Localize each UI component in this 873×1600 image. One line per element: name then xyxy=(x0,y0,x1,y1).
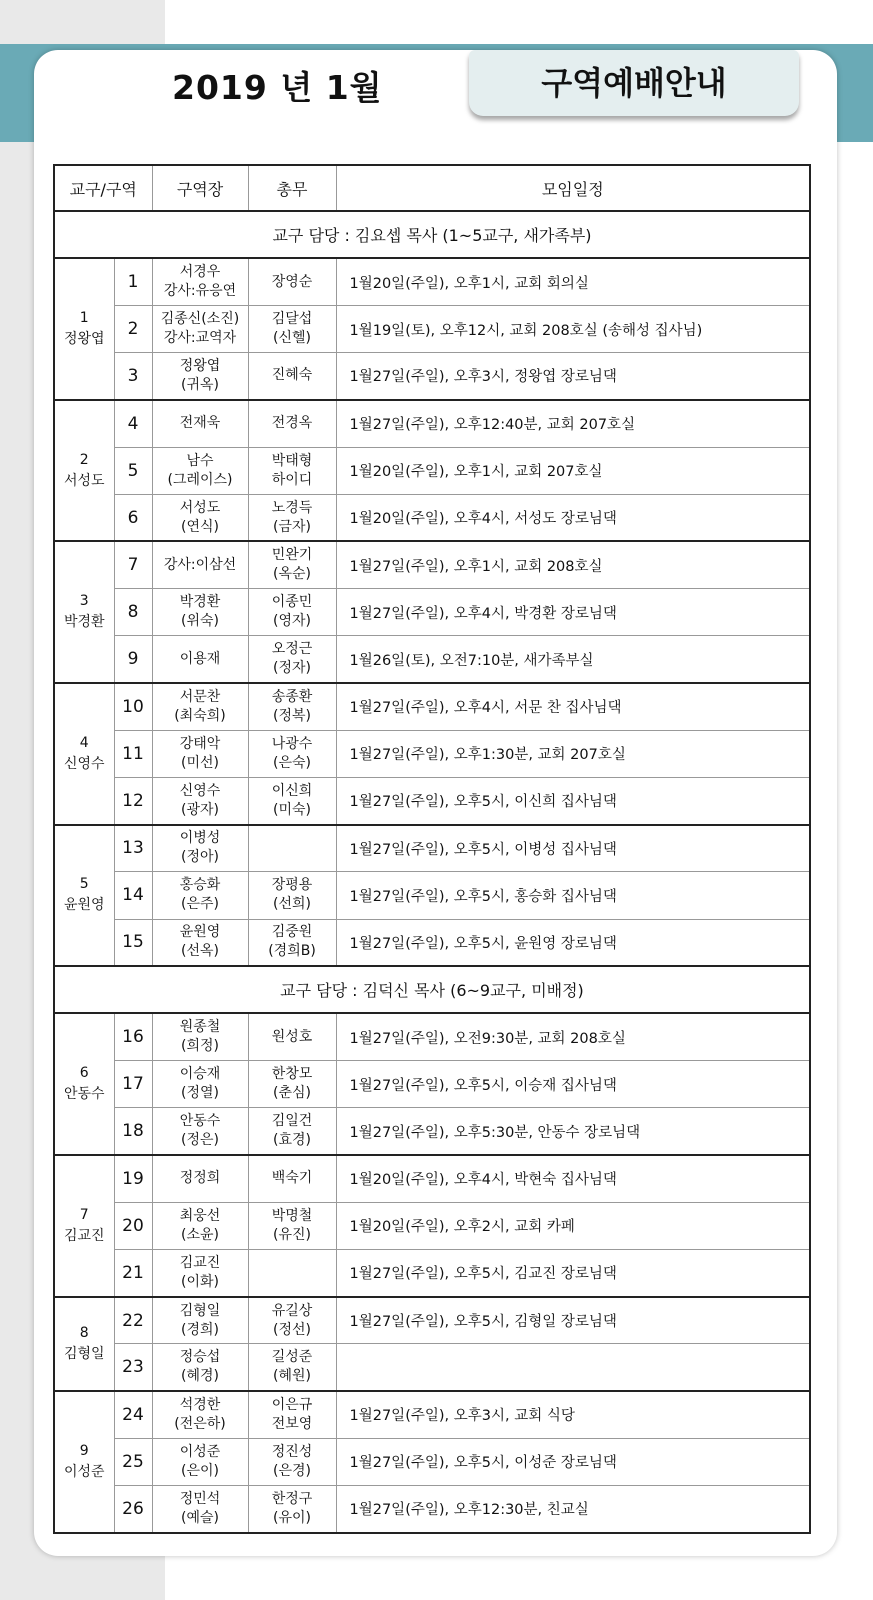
cell-line: (희정) xyxy=(181,1038,219,1055)
group-secretary xyxy=(248,1344,336,1391)
group-number: 12 xyxy=(114,777,152,824)
cell-line: (미숙) xyxy=(273,801,311,818)
cell-line: 윤원영 xyxy=(179,924,221,941)
cell-line: 한정구 xyxy=(271,1490,313,1507)
schedule-table xyxy=(53,164,811,1534)
cell-line: 서문찬 xyxy=(179,688,221,705)
group-leader xyxy=(152,447,248,494)
cell-line: 홍승화 xyxy=(179,877,221,894)
group-number: 22 xyxy=(114,1297,152,1344)
table-row xyxy=(54,683,810,730)
group-secretary xyxy=(248,400,336,447)
group-number: 18 xyxy=(114,1108,152,1155)
meeting-schedule: 1월20일(주일), 오후4시, 서성도 장로님댁 xyxy=(336,494,810,541)
group-secretary xyxy=(248,1391,336,1438)
cell-line: 김중원 xyxy=(271,924,313,941)
cell-line: (선희) xyxy=(273,896,311,913)
group-secretary xyxy=(248,353,336,400)
cell-line: 정왕엽 xyxy=(179,357,221,374)
meeting-schedule xyxy=(336,1344,810,1391)
group-leader xyxy=(152,1297,248,1344)
group-number: 11 xyxy=(114,730,152,777)
group-leader xyxy=(152,777,248,824)
group-secretary xyxy=(248,1202,336,1249)
meeting-schedule: 1월27일(주일), 오후5시, 이성준 장로님댁 xyxy=(336,1438,810,1485)
meeting-schedule: 1월27일(주일), 오후4시, 서문 찬 집사님댁 xyxy=(336,683,810,730)
group-leader xyxy=(152,305,248,352)
cell-line: 이신희 xyxy=(271,782,313,799)
group-number: 19 xyxy=(114,1155,152,1202)
group-number: 25 xyxy=(114,1438,152,1485)
meeting-schedule: 1월27일(주일), 오후4시, 박경환 장로님댁 xyxy=(336,589,810,636)
table-row xyxy=(54,305,810,352)
group-secretary xyxy=(248,919,336,966)
cell-line: 박태형 xyxy=(271,452,313,469)
cell-line: (옥순) xyxy=(273,566,311,583)
cell-line: 노경득 xyxy=(271,499,313,516)
table-row xyxy=(54,1391,810,1438)
cell-line: 김달섭 xyxy=(271,311,313,327)
cell-line: 전경옥 xyxy=(271,415,313,432)
cell-line: (선옥) xyxy=(181,943,219,960)
group-number: 9 xyxy=(114,636,152,683)
group-number: 26 xyxy=(114,1485,152,1533)
meeting-schedule: 1월19일(토), 오후12시, 교회 208호실 (송해성 집사님) xyxy=(336,305,810,352)
cell-line: 송종환 xyxy=(271,688,313,705)
group-number: 24 xyxy=(114,1391,152,1438)
group-number: 21 xyxy=(114,1249,152,1296)
group-secretary xyxy=(248,494,336,541)
meeting-schedule: 1월20일(주일), 오후2시, 교회 카페 xyxy=(336,1202,810,1249)
cell-line: (금자) xyxy=(273,518,311,535)
cell-line: (전은하) xyxy=(174,1415,226,1432)
cell-line: (혜원) xyxy=(273,1368,311,1385)
district-cell xyxy=(54,541,114,683)
meeting-schedule: 1월27일(주일), 오전9:30분, 교회 208호실 xyxy=(336,1013,810,1060)
group-secretary xyxy=(248,636,336,683)
cell-line: 강사:교역자 xyxy=(163,330,237,346)
cell-line: 이은규 xyxy=(271,1396,313,1413)
table-header-row xyxy=(54,165,810,211)
group-number: 15 xyxy=(114,919,152,966)
meeting-schedule: 1월27일(주일), 오후12:40분, 교회 207호실 xyxy=(336,400,810,447)
cell-line: (춘심) xyxy=(273,1085,311,1102)
table-row xyxy=(54,636,810,683)
cell-line: (광자) xyxy=(181,801,219,818)
group-leader xyxy=(152,872,248,919)
cell-line: 백숙기 xyxy=(271,1170,313,1187)
cell-line: (최숙희) xyxy=(174,707,226,724)
group-leader xyxy=(152,541,248,588)
cell-line: 민완기 xyxy=(271,547,313,564)
group-number: 7 xyxy=(114,541,152,588)
meeting-schedule: 1월20일(주일), 오후4시, 박현숙 집사님댁 xyxy=(336,1155,810,1202)
district-number: 9 xyxy=(79,1443,89,1460)
group-secretary xyxy=(248,1061,336,1108)
cell-line: (유이) xyxy=(273,1509,311,1526)
meeting-schedule: 1월27일(주일), 오후5시, 김형일 장로님댁 xyxy=(336,1297,810,1344)
district-cell xyxy=(54,825,114,967)
cell-line: (영자) xyxy=(273,613,311,630)
cell-line: 진혜숙 xyxy=(271,367,313,384)
group-secretary xyxy=(248,1438,336,1485)
district-name: 박경환 xyxy=(63,614,105,631)
group-secretary xyxy=(248,777,336,824)
table-row xyxy=(54,589,810,636)
cell-line: (혜경) xyxy=(181,1368,219,1385)
meeting-schedule: 1월27일(주일), 오후5시, 이승재 집사님댁 xyxy=(336,1061,810,1108)
cell-line: 유길상 xyxy=(271,1302,313,1319)
district-cell xyxy=(54,400,114,542)
cell-line: (소윤) xyxy=(181,1226,219,1243)
group-leader xyxy=(152,589,248,636)
meeting-schedule: 1월26일(토), 오전7:10분, 새가족부실 xyxy=(336,636,810,683)
group-leader xyxy=(152,1391,248,1438)
district-name: 김교진 xyxy=(63,1227,105,1244)
table-row xyxy=(54,1061,810,1108)
group-leader xyxy=(152,400,248,447)
group-leader xyxy=(152,1155,248,1202)
month-title: 2019 년 1월 xyxy=(172,68,383,107)
group-secretary xyxy=(248,541,336,588)
table-row xyxy=(54,1249,810,1296)
cell-line: (정선) xyxy=(273,1321,311,1338)
district-number: 6 xyxy=(79,1065,89,1082)
cell-line: 나광수 xyxy=(271,735,313,752)
group-secretary xyxy=(248,258,336,305)
cell-line: 전보영 xyxy=(271,1415,313,1432)
group-secretary xyxy=(248,872,336,919)
cell-line: 서경우 xyxy=(179,264,221,281)
group-leader xyxy=(152,1061,248,1108)
table-row xyxy=(54,541,810,588)
meeting-schedule: 1월27일(주일), 오후5시, 이병성 집사님댁 xyxy=(336,825,810,872)
cell-line: (정은) xyxy=(181,1132,219,1149)
meeting-schedule: 1월27일(주일), 오후5시, 이신희 집사님댁 xyxy=(336,777,810,824)
cell-line: 이용재 xyxy=(179,650,221,667)
group-number: 17 xyxy=(114,1061,152,1108)
cell-line: 강사:이삼선 xyxy=(163,556,237,573)
group-secretary xyxy=(248,589,336,636)
cell-line: (위숙) xyxy=(181,613,219,630)
cell-line: 원성호 xyxy=(271,1028,313,1045)
cell-line: 이승재 xyxy=(179,1066,221,1083)
table-row xyxy=(54,872,810,919)
cell-line: (유진) xyxy=(273,1226,311,1243)
cell-line: 장영순 xyxy=(271,273,313,290)
group-secretary xyxy=(248,1013,336,1060)
district-cell xyxy=(54,1155,114,1297)
cell-line: (연식) xyxy=(181,518,219,535)
cell-line: (은숙) xyxy=(273,754,311,771)
table-row xyxy=(54,1344,810,1391)
table-row xyxy=(54,353,810,400)
group-number: 16 xyxy=(114,1013,152,1060)
district-cell xyxy=(54,1013,114,1155)
district-name: 신영수 xyxy=(63,755,105,772)
cell-line: 김일건 xyxy=(271,1113,313,1130)
cell-line: (경희) xyxy=(181,1321,219,1338)
meeting-schedule: 1월27일(주일), 오후5:30분, 안동수 장로님댁 xyxy=(336,1108,810,1155)
group-number: 20 xyxy=(114,1202,152,1249)
cell-line: 강사:유응연 xyxy=(163,283,237,300)
cell-line: (정복) xyxy=(273,707,311,724)
group-leader xyxy=(152,1013,248,1060)
cell-line: 정정희 xyxy=(179,1170,221,1187)
cell-line: (정열) xyxy=(181,1085,219,1102)
district-name: 윤원영 xyxy=(63,897,105,914)
cell-line: (신헬) xyxy=(273,330,311,346)
district-number: 5 xyxy=(79,876,89,893)
district-number: 8 xyxy=(79,1324,89,1341)
table-row xyxy=(54,730,810,777)
group-secretary xyxy=(248,1485,336,1533)
column-header: 모임일정 xyxy=(336,165,810,211)
district-number: 1 xyxy=(79,310,89,326)
cell-line: 안동수 xyxy=(179,1113,221,1130)
group-leader xyxy=(152,1485,248,1533)
table-row xyxy=(54,1155,810,1202)
cell-line: 오정근 xyxy=(271,641,313,658)
district-cell xyxy=(54,683,114,825)
cell-line: 이성준 xyxy=(179,1443,221,1460)
group-leader xyxy=(152,494,248,541)
group-number: 3 xyxy=(114,353,152,400)
meeting-schedule: 1월27일(주일), 오후5시, 김교진 장로님댁 xyxy=(336,1249,810,1296)
meeting-schedule: 1월27일(주일), 오후1시, 교회 208호실 xyxy=(336,541,810,588)
district-number: 3 xyxy=(79,593,89,610)
meeting-schedule: 1월27일(주일), 오후5시, 윤원영 장로님댁 xyxy=(336,919,810,966)
cell-line: 장평용 xyxy=(271,877,313,894)
page-title-tab: 구역예배안내 xyxy=(469,50,799,116)
cell-line: (경희B) xyxy=(268,943,316,960)
pastor-row xyxy=(54,966,810,1013)
group-leader xyxy=(152,919,248,966)
cell-line: (은주) xyxy=(181,896,219,913)
pastor-row xyxy=(54,211,810,258)
group-secretary xyxy=(248,1297,336,1344)
group-leader xyxy=(152,730,248,777)
group-secretary xyxy=(248,447,336,494)
column-header: 교구/구역 xyxy=(54,165,152,211)
cell-line: (귀옥) xyxy=(181,376,219,393)
district-name: 이성준 xyxy=(63,1464,105,1481)
group-number: 10 xyxy=(114,683,152,730)
cell-line: 전재욱 xyxy=(179,415,221,432)
group-number: 6 xyxy=(114,494,152,541)
group-secretary xyxy=(248,1108,336,1155)
cell-line: (정자) xyxy=(273,660,311,677)
table-row xyxy=(54,777,810,824)
table-row xyxy=(54,1485,810,1533)
cell-line: (이화) xyxy=(181,1273,219,1290)
cell-line: 정승섭 xyxy=(179,1349,221,1366)
district-number: 7 xyxy=(79,1206,89,1223)
cell-line: 이병성 xyxy=(179,830,221,847)
group-number: 5 xyxy=(114,447,152,494)
table-row xyxy=(54,258,810,305)
table-row xyxy=(54,1297,810,1344)
cell-line: (예슬) xyxy=(181,1509,219,1526)
cell-line: 원종철 xyxy=(179,1019,221,1036)
cell-line: 남수 xyxy=(186,452,214,469)
group-leader xyxy=(152,258,248,305)
cell-line: 하이디 xyxy=(271,471,313,488)
group-leader xyxy=(152,825,248,872)
table-row xyxy=(54,919,810,966)
meeting-schedule: 1월27일(주일), 오후3시, 교회 식당 xyxy=(336,1391,810,1438)
group-leader xyxy=(152,1249,248,1296)
cell-line: (효경) xyxy=(273,1132,311,1149)
group-leader xyxy=(152,636,248,683)
group-leader xyxy=(152,353,248,400)
table-row xyxy=(54,494,810,541)
group-leader xyxy=(152,1438,248,1485)
meeting-schedule: 1월20일(주일), 오후1시, 교회 207호실 xyxy=(336,447,810,494)
district-cell xyxy=(54,1391,114,1533)
table-row xyxy=(54,1013,810,1060)
district-number: 2 xyxy=(79,451,89,468)
cell-line: 김교진 xyxy=(179,1254,221,1271)
cell-line: 서성도 xyxy=(179,499,221,516)
cell-line: 강태악 xyxy=(179,735,221,752)
meeting-schedule: 1월27일(주일), 오후5시, 홍승화 집사님댁 xyxy=(336,872,810,919)
group-leader xyxy=(152,1108,248,1155)
cell-line: 박명철 xyxy=(271,1207,313,1224)
cell-line: 길성준 xyxy=(271,1349,313,1366)
cell-line: (정아) xyxy=(181,849,219,866)
group-number: 8 xyxy=(114,589,152,636)
district-name: 서성도 xyxy=(63,472,105,489)
district-cell xyxy=(54,1297,114,1391)
cell-line: 한창모 xyxy=(271,1066,313,1083)
cell-line: 신영수 xyxy=(179,782,221,799)
group-leader xyxy=(152,1344,248,1391)
group-number: 4 xyxy=(114,400,152,447)
table-row xyxy=(54,1202,810,1249)
group-secretary xyxy=(248,730,336,777)
column-header: 구역장 xyxy=(152,165,248,211)
cell-line: 정민석 xyxy=(179,1490,221,1507)
district-name: 김형일 xyxy=(63,1345,105,1362)
table-row xyxy=(54,400,810,447)
pastor-banner: 교구 담당 : 김요셉 목사 (1~5교구, 새가족부) xyxy=(54,211,810,258)
group-number: 1 xyxy=(114,258,152,305)
cell-line: 김종신(소진) xyxy=(160,311,240,327)
table-row xyxy=(54,1108,810,1155)
district-number: 4 xyxy=(79,734,89,751)
table-row xyxy=(54,1438,810,1485)
pastor-banner: 교구 담당 : 김덕신 목사 (6~9교구, 미배정) xyxy=(54,966,810,1013)
group-number: 14 xyxy=(114,872,152,919)
group-number: 23 xyxy=(114,1344,152,1391)
meeting-schedule: 1월27일(주일), 오후3시, 정왕엽 장로님댁 xyxy=(336,353,810,400)
group-leader xyxy=(152,683,248,730)
cell-line: 박경환 xyxy=(179,594,221,611)
cell-line: 최웅선 xyxy=(179,1207,221,1224)
group-secretary xyxy=(248,825,336,872)
meeting-schedule: 1월27일(주일), 오후1:30분, 교회 207호실 xyxy=(336,730,810,777)
group-secretary xyxy=(248,1249,336,1296)
group-secretary xyxy=(248,305,336,352)
cell-line: (은경) xyxy=(273,1462,311,1479)
group-leader xyxy=(152,1202,248,1249)
cell-line: (그레이스) xyxy=(167,471,233,488)
cell-line: (은이) xyxy=(181,1462,219,1479)
cell-line: 석경한 xyxy=(179,1396,221,1413)
meeting-schedule: 1월27일(주일), 오후12:30분, 친교실 xyxy=(336,1485,810,1533)
column-header: 총무 xyxy=(248,165,336,211)
cell-line: 이종민 xyxy=(271,594,313,611)
group-number: 13 xyxy=(114,825,152,872)
district-name: 안동수 xyxy=(63,1086,105,1103)
table-row xyxy=(54,447,810,494)
cell-line: 김형일 xyxy=(179,1302,221,1319)
district-name: 정왕엽 xyxy=(63,331,105,347)
group-secretary xyxy=(248,1155,336,1202)
district-cell xyxy=(54,258,114,400)
meeting-schedule: 1월20일(주일), 오후1시, 교회 회의실 xyxy=(336,258,810,305)
group-secretary xyxy=(248,683,336,730)
cell-line: (미선) xyxy=(181,754,219,771)
group-number: 2 xyxy=(114,305,152,352)
table-row xyxy=(54,825,810,872)
cell-line: 정진성 xyxy=(271,1443,313,1460)
